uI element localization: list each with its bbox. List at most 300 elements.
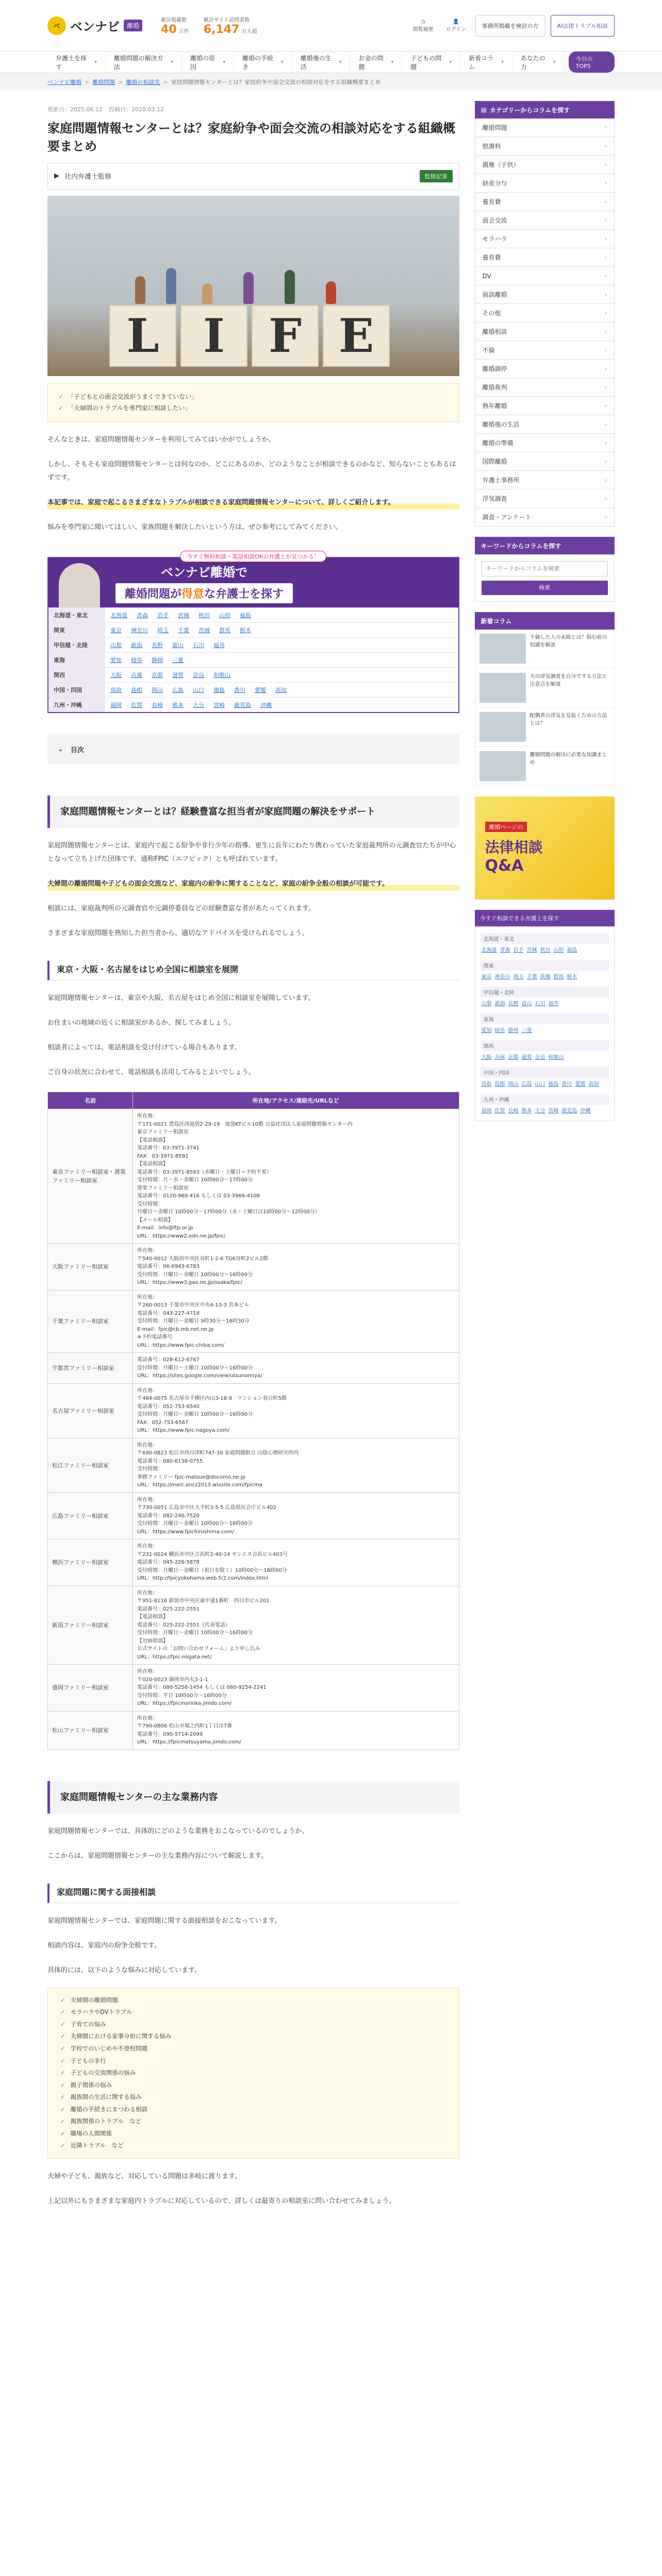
- stat-label: 累計掲載数: [161, 17, 187, 23]
- prefecture-link[interactable]: 栃木: [240, 627, 251, 634]
- office-info: 所在地： 〒171-0021 豊島区西池袋2-29-19 池袋KTビル10階 公益社団法人家庭問題情報センター内 東京ファミリー相談室 【電話相談】 電話番号：03-3971-3741 FAX：03-3971-8592 【電話相談】 電話番号：03-3971-8593（水曜日・土曜日＝予約不要） 受付時間：月・水・金曜日 10時00分〜17時00分 滑果ファミリー相談室 電話番号：0120-960-416 もしくは 03-3966-4108 受付時間： 月曜日〜金曜日 10時00分〜17時00分（水・土曜日は10時00分〜12時00分） 【メール相談】 E-mail：info@ftp.or.jp URL：https://www2.odn.ne.jp/fpic/: [133, 1109, 459, 1244]
- category-item[interactable]: 弁護士事務所 ›: [475, 471, 615, 489]
- prefecture-link[interactable]: 島根: [494, 1081, 505, 1087]
- list-item: [60, 2140, 446, 2152]
- topic-text: 職場の人間関係: [70, 2129, 112, 2137]
- intro-para: しかし、そもそも家庭問題情報センターとは何なのか、どこにあるのか、どのようなことが相談できるのかなど、知らないこともあるはずです。: [47, 461, 456, 482]
- user-icon: 👤: [453, 19, 459, 25]
- chevron-right-icon: ›: [604, 328, 607, 335]
- region-name: 北海道・東北: [481, 933, 609, 944]
- prefecture-link[interactable]: 東京: [481, 974, 492, 980]
- list-item: [60, 2079, 446, 2092]
- topic-text: 近隣トラブル など: [70, 2142, 124, 2149]
- lawyer-search-banner[interactable]: [47, 553, 459, 713]
- category-item[interactable]: 離婚後の生活 ›: [475, 415, 615, 434]
- prefecture-link[interactable]: 山口: [535, 1081, 545, 1087]
- chevron-down-icon: ▾: [94, 59, 97, 65]
- prefecture-link[interactable]: 山口: [193, 687, 204, 694]
- office-name: 松江ファミリー相談室: [48, 1438, 133, 1493]
- table-row: [48, 1539, 459, 1586]
- prefecture-link[interactable]: 山梨: [110, 642, 122, 649]
- prefecture-link[interactable]: 福岡: [481, 1108, 492, 1114]
- ad-tag: 離婚ページの: [485, 822, 527, 832]
- category-heading: ▤ カテゴリーからコラムを探す: [475, 101, 615, 118]
- logo-badge: 離婚: [124, 20, 142, 31]
- office-name: 盛岡ファミリー相談室: [48, 1665, 133, 1711]
- prefecture-link[interactable]: 千葉: [526, 974, 537, 980]
- prefecture-link[interactable]: 三重: [521, 1028, 532, 1033]
- breadcrumb-item[interactable]: ベンナビ離婚: [47, 79, 81, 86]
- topic-text: 夫婦間の離婚問題: [70, 1996, 118, 2004]
- prefecture-link[interactable]: 石川: [193, 642, 204, 649]
- figure-icon: [326, 281, 336, 304]
- prefecture-link[interactable]: 山形: [219, 612, 230, 619]
- prefecture-link[interactable]: 岐阜: [494, 1028, 505, 1033]
- table-row: [48, 1290, 459, 1353]
- figure-icon: [166, 268, 176, 304]
- prefecture-link[interactable]: 和歌山: [548, 1055, 564, 1060]
- list-item: [60, 2128, 446, 2140]
- list-item: [60, 2104, 446, 2116]
- sidebar: [475, 101, 615, 2208]
- popular-title: 夫の浮気調査を自分でする方法と注意点を解説: [529, 674, 607, 687]
- table-header: 所在地/アクセス/連絡先/URLなど: [133, 1092, 459, 1109]
- block-letter: L: [109, 305, 176, 367]
- banner-subtitle: 離婚問題が得意な弁護士を探す: [115, 583, 293, 603]
- article-thumbnail: [479, 673, 526, 703]
- prefecture-link[interactable]: 高知: [588, 1081, 599, 1087]
- office-info: 所在地： 〒231-0024 横浜市中区吉浜町2-40-14 サンエヌ吉浜ビル403号 電話番号：045-226-5878 受付時間：月曜日〜金曜日（祝日を除く）10時00分〜16時00分 URL：http://fpicyokohama.web.fc2.com/index.html: [133, 1539, 459, 1586]
- folder-icon: ▤: [481, 106, 487, 113]
- article-main: [47, 101, 459, 2208]
- office-name: 宇都宮ファミリー相談室: [48, 1353, 133, 1384]
- prefecture-link[interactable]: 島根: [131, 687, 142, 694]
- supervisor-box[interactable]: [47, 163, 459, 190]
- prefecture-link[interactable]: 香川: [234, 687, 245, 694]
- prefecture-link[interactable]: 千葉: [178, 627, 189, 634]
- prefecture-link[interactable]: 岡山: [152, 687, 163, 694]
- prefecture-link[interactable]: 奈良: [193, 672, 204, 679]
- prefecture-link[interactable]: 宮崎: [548, 1108, 559, 1114]
- consult-topics: [47, 1988, 459, 2159]
- check-icon: ✓: [60, 1996, 65, 2004]
- paragraph: 家庭問題情報センターでは、家庭問題に関する面接相談をおこなっています。: [47, 1917, 282, 1925]
- category-item[interactable]: 調査・アンケート ›: [475, 508, 615, 527]
- chevron-right-icon: ›: [604, 402, 607, 409]
- topic-text: 子どもの非行: [70, 2057, 106, 2064]
- office-name: 大阪ファミリー相談室: [48, 1244, 133, 1291]
- region-name: 中国・四国: [48, 683, 105, 698]
- region-name: 中国・四国: [481, 1067, 609, 1078]
- prefecture-link[interactable]: 新潟: [131, 642, 142, 649]
- paragraph: 夫婦や子ども、親族など、対応している問題は多岐に渡ります。: [47, 2173, 241, 2180]
- prefecture-link[interactable]: 大分: [535, 1108, 545, 1114]
- logo-text: ベンナビ: [70, 20, 120, 34]
- block-letter: I: [180, 305, 247, 367]
- prefecture-link[interactable]: 茨城: [198, 627, 210, 634]
- topic-text: モラハラやDVトラブル: [70, 2008, 133, 2016]
- subsection-heading: 東京・大阪・名古屋をはじめ全国に相談室を展開: [47, 961, 459, 980]
- prefecture-link[interactable]: 京都: [152, 672, 163, 679]
- prefecture-link[interactable]: 愛知: [481, 1028, 492, 1033]
- prefecture-link[interactable]: 福井: [548, 1001, 559, 1007]
- nav-item[interactable]: 離婚の手続き ▾: [234, 52, 292, 73]
- prefecture-link[interactable]: 和歌山: [213, 672, 230, 679]
- category-item[interactable]: 不倫 ›: [475, 341, 615, 360]
- ai-consult-button[interactable]: AI法律トラブル相談: [551, 15, 615, 37]
- prefecture-link[interactable]: 福井: [213, 642, 225, 649]
- prefecture-link[interactable]: 徳島: [213, 687, 225, 694]
- office-info: 所在地： 〒540-0012 大阪府中央区谷町1-2-6 TGK谷町2ビル2階 電話番号：06-6943-6783 受付時間：月曜日〜金曜日 10時00分〜16時00分 URL：https://www3.gao.ne.jp/osaka/fpic/: [133, 1244, 459, 1291]
- paragraph: 相談内容は、家庭内の紛争全般です。: [47, 1941, 161, 1950]
- section-heading: 家庭問題情報センターの主な業務内容: [47, 1781, 459, 1814]
- keyword-heading: キーワードからコラムを探す: [475, 537, 615, 554]
- check-icon: ✓: [60, 2069, 65, 2077]
- nav-item[interactable]: 離婚後の生活 ▾: [292, 52, 351, 73]
- nav-item[interactable]: 子どもの問題 ▾: [402, 52, 460, 73]
- check-icon: ✓: [60, 2081, 65, 2089]
- supervisor-tag: 監修記事: [420, 170, 453, 182]
- prefecture-link[interactable]: 愛知: [110, 657, 122, 664]
- check-list: [47, 383, 459, 422]
- popular-title: 離婚問題の解決に必要な知識まとめ: [529, 752, 607, 766]
- chevron-right-icon: ›: [604, 310, 607, 316]
- office-name: 横浜ファミリー相談室: [48, 1539, 133, 1586]
- list-item: [60, 2067, 446, 2079]
- chevron-right-icon: ›: [604, 235, 607, 242]
- check-icon: ✓: [58, 404, 64, 412]
- office-name: 広島ファミリー相談室: [48, 1493, 133, 1539]
- chevron-down-icon: ▾: [339, 59, 342, 65]
- chevron-right-icon: ›: [604, 458, 607, 465]
- table-row: [48, 1586, 459, 1665]
- prefecture-link[interactable]: 東京: [110, 627, 122, 634]
- prefecture-link[interactable]: 岩手: [157, 612, 169, 619]
- lawyer-avatar: [59, 563, 100, 607]
- category-item[interactable]: 離婚問題 ›: [475, 118, 615, 137]
- prefecture-link[interactable]: 埼玉: [513, 974, 524, 980]
- category-item[interactable]: 面会交流 ›: [475, 211, 615, 230]
- office-info: 所在地： 〒464-0075 名古屋市千種区内山3-18-9 マンション春日町5階 電話番号：052-753-6540 受付時間：月曜日〜金曜日 10時00分〜16時00分 FAX：052-753-6567 URL：https://www.fpic-nagoya.com/: [133, 1383, 459, 1438]
- figure-icon: [135, 276, 145, 304]
- prefecture-link[interactable]: 三重: [172, 657, 184, 664]
- table-of-contents[interactable]: [47, 734, 459, 765]
- prefecture-link[interactable]: 兵庫: [131, 672, 142, 679]
- region-heading: 今すぐ相談できる弁護士を探す: [475, 910, 615, 926]
- prefecture-link[interactable]: 大阪: [481, 1055, 492, 1060]
- paragraph: ここからは、家庭問題情報センターの主な業務内容について解説します。: [47, 1852, 268, 1860]
- search-button[interactable]: 検索: [482, 581, 608, 595]
- table-row: [48, 1383, 459, 1438]
- paragraph: 相談者によっては、電話相談を受け付けている場合もあります。: [47, 1044, 241, 1052]
- play-icon: ▶: [54, 172, 59, 180]
- chevron-right-icon: ›: [604, 161, 607, 168]
- prefecture-link[interactable]: 熊本: [521, 1108, 532, 1114]
- stat-value: 40: [161, 23, 177, 36]
- office-info: 所在地： 〒951-8116 新潟市中央区東中通1番町 四日市ビル201 電話番号：025-222-2551 【電話相談】 電話番号：025-222-2551（代表電話） 受付時間：月曜日〜金曜日 10時00分〜16時00分 【対面相談】 公式サイトの「お問い合わせフォーム」より申し込み URL：https://fpic-niigata.net/: [133, 1586, 459, 1665]
- category-item[interactable]: 浮気調査 ›: [475, 489, 615, 508]
- prefecture-link[interactable]: 新潟: [494, 1001, 505, 1007]
- prefecture-link[interactable]: 奈良: [535, 1055, 545, 1060]
- topic-text: 子育ての悩み: [70, 2020, 106, 2028]
- nav-item[interactable]: 離婚問題の解決方法 ▾: [106, 52, 182, 73]
- list-item: [60, 2019, 446, 2031]
- prefecture-link[interactable]: 群馬: [219, 627, 230, 634]
- region-name: 関西: [48, 668, 105, 683]
- table-row: [48, 1244, 459, 1291]
- prefecture-link[interactable]: 秋田: [198, 612, 210, 619]
- breadcrumb-item[interactable]: 離婚問題: [92, 79, 115, 86]
- nav-item[interactable]: 弁護士を探す ▾: [47, 52, 106, 73]
- chevron-down-icon: ▾: [171, 59, 174, 65]
- prefecture-link[interactable]: 徳島: [548, 1081, 559, 1087]
- clock-icon: ◷: [421, 19, 426, 25]
- category-item[interactable]: モラハラ ›: [475, 230, 615, 248]
- prefecture-link[interactable]: 神奈川: [494, 974, 510, 980]
- check-icon: ✓: [60, 2008, 65, 2016]
- list-item: [60, 2043, 446, 2055]
- prefecture-link[interactable]: 長崎: [152, 702, 163, 709]
- banner-top-label: 今すぐ無料相談・電話相談OKの弁護士が見つかる！: [180, 551, 326, 562]
- region-list: [475, 926, 615, 1121]
- article-thumbnail: [479, 634, 526, 664]
- paragraph: 家庭問題情報センターは、東京や大阪、名古屋をはじめ全国に相談室を展開しています。: [47, 994, 315, 1003]
- prefecture-link[interactable]: 富山: [521, 1001, 532, 1007]
- prefecture-link[interactable]: 富山: [172, 642, 184, 649]
- article-title: 家庭問題情報センターとは？家庭紛争や面会交流の相談対応をする組織概要まとめ: [47, 121, 456, 154]
- chevron-right-icon: ›: [604, 477, 607, 483]
- prefecture-link[interactable]: 茨城: [540, 974, 551, 980]
- chevron-down-icon: ▾: [391, 59, 394, 65]
- paragraph: 家庭問題情報センターとは、家庭内で起こる紛争や非行少年の指導、更生に長年にわたり携わっていた家庭裁判所の元調査官たちが中心となって立ち上げた団体です。通称FPIC（エフピック）とも呼ばれています。: [47, 842, 456, 863]
- prefecture-link[interactable]: 静岡: [508, 1028, 519, 1033]
- region-name: 東海: [481, 1013, 609, 1024]
- prefecture-link[interactable]: 鳥取: [110, 687, 122, 694]
- login-label: ログイン: [445, 26, 467, 32]
- chevron-right-icon: ›: [604, 347, 607, 353]
- popular-title: 配偶者の浮気を見抜くための方法とは？: [529, 713, 607, 726]
- office-name: 東京ファミリー相談室・滑果ファミリー相談室: [48, 1109, 133, 1244]
- ad-title: 法律相談: [485, 838, 543, 856]
- topic-text: 親族間の生活に関する悩み: [70, 2093, 142, 2101]
- check-icon: ✓: [58, 393, 64, 400]
- paragraph: 夫婦間の離婚問題や子どもの面会交流など、家庭内の紛争に関することなど、家庭の紛争全般の相談が可能です。: [47, 877, 459, 891]
- prefecture-link[interactable]: 青森: [137, 612, 148, 619]
- category-item[interactable]: 離婚の準備 ›: [475, 434, 615, 452]
- category-item[interactable]: 養育費 ›: [475, 193, 615, 211]
- prefecture-link[interactable]: 京都: [508, 1055, 519, 1060]
- table-row: [48, 1493, 459, 1539]
- search-input[interactable]: [482, 561, 608, 577]
- category-item[interactable]: 財産分与 ›: [475, 174, 615, 193]
- chevron-down-icon: ▾: [449, 59, 452, 65]
- life-blocks: [109, 305, 390, 367]
- prefecture-link[interactable]: 福岡: [110, 702, 122, 709]
- category-item[interactable]: 離婚裁判 ›: [475, 378, 615, 397]
- category-item[interactable]: その他 ›: [475, 304, 615, 323]
- popular-article[interactable]: [475, 630, 615, 669]
- office-info: 所在地： 〒730-0051 広島市中区大手町3-5-5 広島県医会庁ビル402 電話番号：082-246-7520 受付時間：月曜日〜金曜日 10時00分〜16時00分 URL：https://www.fpichiroshima.com/: [133, 1493, 459, 1539]
- block-letter: E: [323, 305, 390, 367]
- category-item[interactable]: 離婚相談 ›: [475, 323, 615, 341]
- prefecture-link[interactable]: 沖縄: [260, 702, 272, 709]
- prefecture-link[interactable]: 愛媛: [575, 1081, 586, 1087]
- prefecture-link[interactable]: 大阪: [110, 672, 122, 679]
- region-name: 九州・沖縄: [48, 698, 105, 713]
- chevron-right-icon: ›: [604, 124, 607, 131]
- prefecture-link[interactable]: 鹿児島: [561, 1108, 577, 1114]
- category-list: [475, 118, 615, 527]
- posted-date: 投稿日：2020.03.12: [108, 106, 164, 113]
- prefecture-link[interactable]: 佐賀: [494, 1108, 505, 1114]
- paragraph: さまざまな家庭問題を熟知した担当者から、適切なアドバイスを受けられるでしょう。: [47, 929, 309, 938]
- popular-title: 不倫した人の末路とは？悩む前の知識を解説: [529, 635, 607, 648]
- site-logo[interactable]: [47, 16, 142, 35]
- prefecture-link[interactable]: 埼玉: [157, 627, 169, 634]
- prefecture-link[interactable]: 岩手: [513, 947, 524, 953]
- region-name: 北海道・東北: [48, 608, 105, 623]
- list-item: [60, 1994, 446, 2007]
- list-item: [60, 2030, 446, 2043]
- category-item[interactable]: 熟年離婚 ›: [475, 397, 615, 415]
- office-name: 松山ファミリー相談室: [48, 1711, 133, 1750]
- chevron-down-icon: ▾: [281, 59, 284, 65]
- list-item: [60, 2091, 446, 2104]
- check-icon: ✓: [60, 2117, 65, 2125]
- subsection-heading: 家庭問題に関する面接相談: [47, 1884, 459, 1903]
- breadcrumb-item[interactable]: 離婚の相談先: [126, 79, 160, 86]
- intro-para: そんなときは、家庭問題情報センターを利用してみてはいかがでしょうか。: [47, 436, 275, 444]
- chevron-right-icon: ›: [604, 254, 607, 261]
- stat-visitors: [204, 15, 257, 36]
- prefecture-link[interactable]: 兵庫: [494, 1055, 505, 1060]
- nav-item[interactable]: 離婚の原因 ▾: [182, 52, 234, 73]
- prefecture-link[interactable]: 滋賀: [521, 1055, 532, 1060]
- nav-item[interactable]: お金の問題 ▾: [350, 52, 402, 73]
- popular-article[interactable]: [475, 747, 615, 786]
- check-icon: ✓: [60, 2020, 65, 2028]
- history-button[interactable]: [409, 14, 437, 38]
- chevron-right-icon: ›: [604, 143, 607, 149]
- listing-button[interactable]: 事務所掲載を検討の方: [475, 15, 545, 37]
- prefecture-link[interactable]: 長崎: [508, 1108, 519, 1114]
- category-item[interactable]: 国際離婚 ›: [475, 452, 615, 471]
- table-row: [48, 1438, 459, 1493]
- prefecture-link[interactable]: 愛媛: [255, 687, 266, 694]
- prefecture-link[interactable]: 高知: [275, 687, 287, 694]
- category-item[interactable]: 面談離婚 ›: [475, 285, 615, 304]
- region-name: 関東: [481, 960, 609, 971]
- nav-item[interactable]: あなたの力 ▾: [512, 52, 565, 73]
- prefecture-link[interactable]: 広島: [521, 1081, 532, 1087]
- office-info: 所在地： 〒690-0823 松江市西川津町747-30 家庭問題組合 山陰心理研究所内 電話番号：080-6138-0755 受付時間： 事務ファミリー fpic-matsue@docomo.ne.jp URL：https://marc.ancz2013.wixsite.com/fpicma: [133, 1438, 459, 1493]
- prefecture-link[interactable]: 鳥取: [481, 1081, 492, 1087]
- check-icon: ✓: [60, 2057, 65, 2064]
- prefecture-link[interactable]: 宮城: [178, 612, 189, 619]
- prefecture-link[interactable]: 栃木: [567, 974, 577, 980]
- category-item[interactable]: 慰謝料 ›: [475, 137, 615, 156]
- check-text: 「夫婦間のトラブルを専門家に相談したい」: [68, 404, 191, 412]
- figure-icon: [285, 270, 295, 304]
- table-row: [48, 1665, 459, 1711]
- breadcrumb-item: 家庭問題情報センターとは？家庭紛争や面会交流の相談対応をする組織概要まとめ: [171, 79, 381, 86]
- table-row: [48, 1711, 459, 1750]
- login-button[interactable]: [442, 14, 470, 38]
- region-name: 東海: [48, 653, 105, 668]
- stats: [161, 15, 257, 36]
- prefecture-link[interactable]: 鹿児島: [234, 702, 251, 709]
- prefecture-link[interactable]: 北海道: [481, 947, 497, 953]
- chevron-right-icon: ›: [604, 217, 607, 224]
- office-info: 所在地： 〒790-0806 松山市堀之内町1丁目ほ7番 電話番号：090-5714-2099 URL：https://fpicmatsuyama.jimdo.com/: [133, 1711, 459, 1750]
- section-heading: 家庭問題情報センターとは？経験豊富な担当者が家庭問題の解決をサポート: [47, 795, 459, 828]
- prefecture-link[interactable]: 北海道: [110, 612, 127, 619]
- prefecture-link[interactable]: 岐阜: [131, 657, 142, 664]
- chevron-right-icon: ›: [604, 273, 607, 279]
- popular-heading: 新着コラム: [475, 612, 615, 630]
- prefecture-link[interactable]: 広島: [172, 687, 184, 694]
- logo-mark: ベ: [47, 16, 66, 35]
- topic-text: 離婚の手続きにまつわる相談: [70, 2105, 148, 2113]
- table-row: [48, 1109, 459, 1244]
- prefecture-link[interactable]: 群馬: [553, 974, 564, 980]
- category-item[interactable]: 養育費 ›: [475, 248, 615, 267]
- prefecture-link[interactable]: 宮城: [526, 947, 537, 953]
- category-item[interactable]: 離婚調停 ›: [475, 360, 615, 378]
- prefecture-link[interactable]: 滋賀: [172, 672, 184, 679]
- region-table: [48, 607, 458, 712]
- chevron-right-icon: ›: [604, 439, 607, 446]
- popular-article[interactable]: [475, 669, 615, 708]
- chevron-down-icon: ▾: [501, 59, 504, 65]
- prefecture-link[interactable]: 宮崎: [213, 702, 225, 709]
- nav-cta-button[interactable]: 今日のTOP5: [569, 52, 615, 73]
- article-thumbnail: [479, 751, 526, 781]
- prefecture-link[interactable]: 福島: [240, 612, 251, 619]
- prefecture-link[interactable]: 長野: [152, 642, 163, 649]
- intro-para: 悩みを専門家に聞いてほしい、家族問題を解決したいという方は、ぜひ参考にしてみてください。: [47, 523, 343, 532]
- prefecture-link[interactable]: 福島: [567, 947, 577, 953]
- category-item[interactable]: 親権（子供） ›: [475, 156, 615, 174]
- table-header: 名前: [48, 1092, 133, 1109]
- prefecture-link[interactable]: 静岡: [152, 657, 163, 664]
- prefecture-link[interactable]: 大分: [193, 702, 204, 709]
- office-name: 千葉ファミリー相談室: [48, 1290, 133, 1353]
- prefecture-link[interactable]: 石川: [535, 1001, 545, 1007]
- prefecture-link[interactable]: 香川: [561, 1081, 572, 1087]
- office-name: 新潟ファミリー相談室: [48, 1586, 133, 1665]
- qa-ad-banner[interactable]: [475, 796, 615, 900]
- chevron-right-icon: ›: [604, 198, 607, 205]
- prefecture-link[interactable]: 岡山: [508, 1081, 519, 1087]
- prefecture-link[interactable]: 山梨: [481, 1001, 492, 1007]
- prefecture-link[interactable]: 青森: [500, 947, 510, 953]
- nav-item[interactable]: 新着コラム ▾: [460, 52, 512, 73]
- stat-value: 6,147: [203, 23, 240, 36]
- prefecture-link[interactable]: 神奈川: [131, 627, 148, 634]
- category-item[interactable]: DV ›: [475, 267, 615, 285]
- prefecture-link[interactable]: 長野: [508, 1001, 519, 1007]
- prefecture-link[interactable]: 秋田: [540, 947, 551, 953]
- prefecture-link[interactable]: 熊本: [172, 702, 184, 709]
- prefecture-link[interactable]: 沖縄: [580, 1108, 591, 1114]
- prefecture-link[interactable]: 山形: [553, 947, 564, 953]
- popular-article[interactable]: [475, 708, 615, 747]
- paragraph: ご自身の状況に合わせて、電話相談も活用してみるとよいでしょう。: [47, 1069, 255, 1077]
- check-icon: ✓: [60, 2032, 65, 2040]
- list-item: [58, 391, 449, 403]
- prefecture-link[interactable]: 佐賀: [131, 702, 142, 709]
